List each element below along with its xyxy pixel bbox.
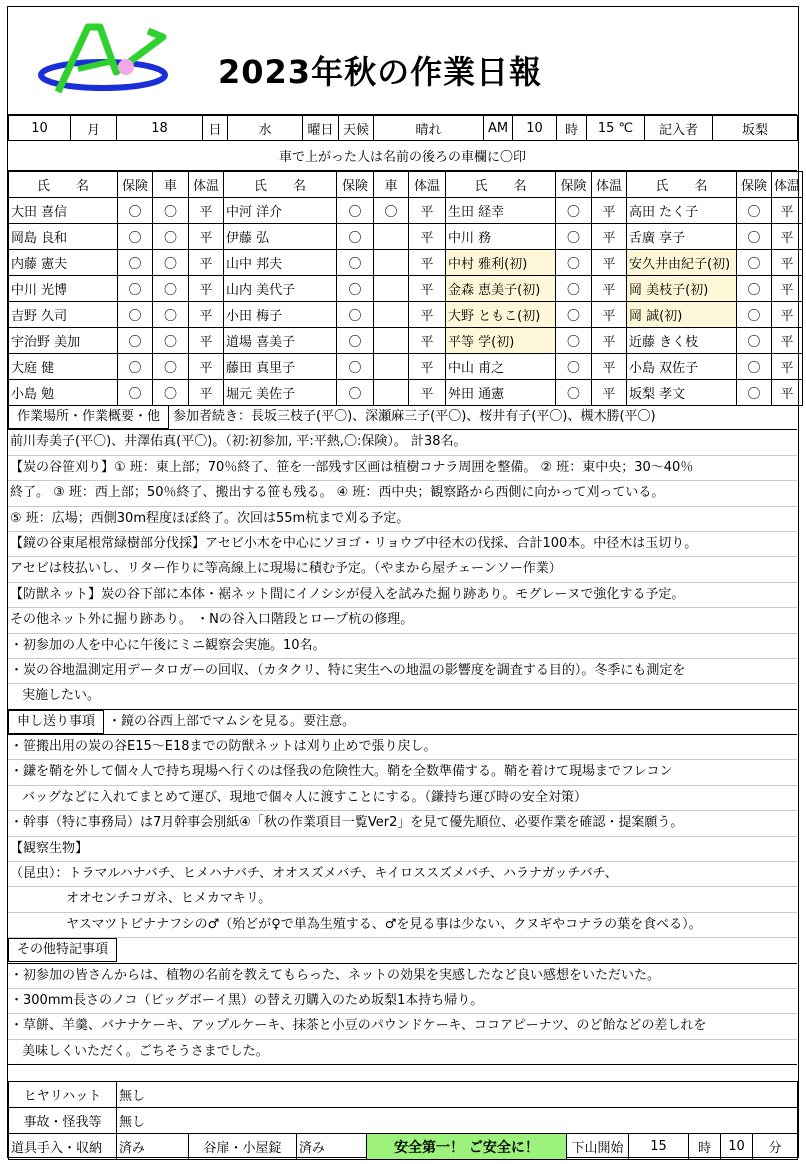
column-header: 保険: [556, 172, 592, 198]
participant-name-cell[interactable]: 小島 勉: [9, 380, 118, 406]
work-line[interactable]: ・炭の谷地温測定用データロガーの回収、（カタクリ、特に実生への地温の影響度を調査する目的）。冬季にも測定を: [8, 659, 797, 684]
participant-name-cell[interactable]: 舛田 通憲: [446, 380, 556, 406]
date-weather-row: [8, 115, 798, 141]
participant-mark-cell[interactable]: 〇: [153, 224, 189, 250]
participant-mark-cell[interactable]: [374, 380, 409, 406]
participant-name-cell[interactable]: 高田 たく子: [627, 198, 737, 224]
participant-name-cell[interactable]: 中村 雅利(初): [446, 250, 556, 276]
participant-mark-cell[interactable]: 〇: [556, 198, 592, 224]
participant-row: [9, 198, 803, 224]
participant-mark-cell[interactable]: 平: [189, 380, 224, 406]
participant-table: [8, 171, 803, 406]
participant-mark-cell[interactable]: 〇: [118, 354, 153, 380]
accident-label: 事故・怪我等: [9, 1108, 117, 1134]
participant-row: [9, 380, 803, 406]
participant-mark-cell[interactable]: [374, 224, 409, 250]
participant-mark-cell[interactable]: 平: [189, 198, 224, 224]
participant-mark-cell[interactable]: 〇: [118, 224, 153, 250]
participant-name-cell[interactable]: 藤田 真里子: [224, 354, 337, 380]
work-line[interactable]: 【防獣ネット】炭の谷下部に本体・裾ネット間にイノシシが侵入を試みた掘り跡あり。モグレーヌで強化する予定。: [8, 583, 797, 608]
column-header: 保険: [118, 172, 153, 198]
descent-minute-label: 分: [753, 1134, 798, 1160]
participant-mark-cell[interactable]: 平: [592, 328, 627, 354]
car-instruction-banner: 車で上がった人は名前の後ろの車欄に〇印: [8, 145, 797, 171]
report-title: 2023年秋の作業日報: [218, 53, 543, 91]
participant-name-cell[interactable]: 中川 務: [446, 224, 556, 250]
work-line[interactable]: 【鏡の谷東尾根常緑樹部分伐採】アセビ小木を中心にソヨゴ・リョウブ中径木の伐採、合計100本。中径木は玉切り。: [8, 532, 797, 557]
participant-mark-cell[interactable]: 平: [409, 354, 446, 380]
participant-name-cell[interactable]: 宇治野 美加: [9, 328, 118, 354]
participant-mark-cell[interactable]: 〇: [337, 224, 374, 250]
work-line[interactable]: アセビは枝払いし、リター作りに等高線上に現場に積む予定。（やまから屋チェーンソー作業）: [8, 557, 797, 582]
participant-mark-cell[interactable]: 〇: [118, 380, 153, 406]
participant-mark-cell[interactable]: 平: [409, 224, 446, 250]
participant-mark-cell[interactable]: 〇: [153, 198, 189, 224]
other-line[interactable]: 美味しくいただく。ごちそうさまでした。: [8, 1040, 797, 1065]
participant-mark-cell[interactable]: 平: [772, 302, 803, 328]
participant-name-cell[interactable]: 吉野 久司: [9, 302, 118, 328]
participant-mark-cell[interactable]: 〇: [737, 354, 772, 380]
observed-insects[interactable]: （昆虫）：トラマルハナバチ、ヒメハナバチ、オオスズメバチ、キイロススズメバチ、ハラナガッチバチ、: [8, 862, 797, 887]
participant-mark-cell[interactable]: 平: [772, 328, 803, 354]
participant-mark-cell[interactable]: 〇: [337, 250, 374, 276]
participant-mark-cell[interactable]: 〇: [556, 380, 592, 406]
participant-mark-cell[interactable]: 平: [409, 328, 446, 354]
participant-name-cell[interactable]: 生田 経幸: [446, 198, 556, 224]
participant-name-cell[interactable]: 山内 美代子: [224, 276, 337, 302]
participant-mark-cell[interactable]: 平: [409, 250, 446, 276]
ampm-value[interactable]: AM: [484, 116, 513, 141]
accident-value[interactable]: 無し: [117, 1108, 798, 1134]
gate-value[interactable]: 済み: [297, 1134, 367, 1160]
participant-mark-cell[interactable]: 平: [772, 224, 803, 250]
handover-first-text[interactable]: ・鏡の谷西上部でマムシを見る。要注意。: [108, 713, 356, 729]
participant-mark-cell[interactable]: 〇: [737, 198, 772, 224]
participant-mark-cell[interactable]: 〇: [118, 198, 153, 224]
weekday-value[interactable]: 水: [228, 116, 303, 141]
participant-row: [9, 354, 803, 380]
footer-table: [8, 1081, 798, 1160]
observed-line-2[interactable]: オオセンチコガネ、ヒメカマキリ。: [8, 887, 797, 912]
temperature-value[interactable]: 15 ℃: [587, 116, 645, 141]
day-value[interactable]: 18: [117, 116, 203, 141]
participant-mark-cell[interactable]: 〇: [153, 328, 189, 354]
gate-label: 谷扉・小屋錠: [189, 1134, 297, 1160]
participant-name-cell[interactable]: 小田 梅子: [224, 302, 337, 328]
participant-mark-cell[interactable]: 平: [189, 276, 224, 302]
participant-mark-cell[interactable]: 〇: [153, 250, 189, 276]
participant-row: [9, 276, 803, 302]
participant-mark-cell[interactable]: 〇: [337, 302, 374, 328]
participant-name-cell[interactable]: 大田 喜信: [9, 198, 118, 224]
participant-row: [9, 250, 803, 276]
work-first-line: [8, 405, 797, 430]
descent-label: 下山開始: [567, 1134, 629, 1160]
participant-mark-cell[interactable]: 〇: [374, 198, 409, 224]
participant-header-row: [9, 172, 803, 198]
participant-mark-cell[interactable]: 平: [189, 328, 224, 354]
hour-label: 時: [557, 116, 587, 141]
report-header: [8, 7, 797, 115]
column-header: 氏 名: [446, 172, 556, 198]
participant-mark-cell[interactable]: 平: [772, 250, 803, 276]
column-header: 体温: [189, 172, 224, 198]
handover-first-line: [8, 710, 797, 735]
other-label-line: [8, 938, 797, 963]
work-line[interactable]: 前川寿美子(平〇)、井澤佑真(平〇)。（初:初参加, 平:平熱,〇:保険）。 計38名。: [8, 430, 797, 455]
descent-hour-label: 時: [689, 1134, 721, 1160]
column-header: 氏 名: [9, 172, 118, 198]
column-header: 車: [153, 172, 189, 198]
participant-mark-cell[interactable]: 〇: [556, 276, 592, 302]
participant-name-cell[interactable]: 中山 甫之: [446, 354, 556, 380]
participant-mark-cell[interactable]: 平: [409, 302, 446, 328]
participant-mark-cell[interactable]: 平: [189, 250, 224, 276]
participant-mark-cell[interactable]: [374, 302, 409, 328]
observed-line-3[interactable]: ヤスマツトビナナフシの♂（殆どが♀で単為生殖する、♂を見る事は少ない、クヌギやコナラの葉を食べる）。: [8, 913, 797, 938]
participant-name-cell[interactable]: 山中 邦夫: [224, 250, 337, 276]
participant-name-cell[interactable]: 近藤 きく枝: [627, 328, 737, 354]
participant-name-cell[interactable]: 金森 恵美子(初): [446, 276, 556, 302]
participant-mark-cell[interactable]: 〇: [556, 250, 592, 276]
weather-value[interactable]: 晴れ: [374, 116, 484, 141]
safety-slogan: 安全第一！ ご安全に！: [367, 1134, 567, 1160]
weather-label: 天候: [339, 116, 374, 141]
participant-mark-cell[interactable]: 平: [409, 380, 446, 406]
participant-mark-cell[interactable]: 〇: [337, 198, 374, 224]
handover-line[interactable]: バッグなどに入れてまとめて運び、現地で個々人に渡すことにする。（鎌持ち運び時の安全対策）: [8, 786, 797, 811]
recorder-value[interactable]: 坂梨: [713, 116, 798, 141]
column-header: 体温: [409, 172, 446, 198]
participant-mark-cell[interactable]: 平: [592, 224, 627, 250]
report-sheet: [7, 6, 799, 1158]
participant-mark-cell[interactable]: 〇: [153, 354, 189, 380]
column-header: 保険: [337, 172, 374, 198]
observed-title[interactable]: 【観察生物】: [8, 837, 797, 862]
participant-name-cell[interactable]: 平等 学(初): [446, 328, 556, 354]
day-label: 日: [203, 116, 228, 141]
participant-mark-cell[interactable]: 〇: [118, 250, 153, 276]
other-line[interactable]: ・草餅、羊羹、バナナケーキ、アップルケーキ、抹茶と小豆のパウンドケーキ、ココアピーナツ、のど飴などの差しれを: [8, 1014, 797, 1039]
column-header: 氏 名: [627, 172, 737, 198]
participant-mark-cell[interactable]: 〇: [737, 276, 772, 302]
recorder-label: 記入者: [645, 116, 713, 141]
other-section-label: その他特記事項: [8, 938, 117, 962]
participant-name-cell[interactable]: 堀元 美佐子: [224, 380, 337, 406]
handover-line[interactable]: ・笹搬出用の炭の谷E15〜E18までの防獣ネットは刈り止めで張り戻し。: [8, 735, 797, 760]
handover-section-label: 申し送り事項: [8, 710, 104, 734]
participant-mark-cell[interactable]: [374, 276, 409, 302]
near-miss-label: ヒヤリハット: [9, 1082, 117, 1108]
tools-value[interactable]: 済み: [117, 1134, 189, 1160]
participant-mark-cell[interactable]: [374, 328, 409, 354]
weekday-label: 曜日: [303, 116, 339, 141]
work-line[interactable]: ⑤ 班：広場；西側30m程度ほぼ終了。次回は55m杭まで刈る予定。: [8, 507, 797, 532]
participant-row: [9, 302, 803, 328]
near-miss-value[interactable]: 無し: [117, 1082, 798, 1108]
participant-mark-cell[interactable]: 〇: [556, 302, 592, 328]
notes-section: [8, 405, 797, 1065]
participant-mark-cell[interactable]: 〇: [337, 380, 374, 406]
participant-mark-cell[interactable]: 〇: [737, 224, 772, 250]
participant-mark-cell[interactable]: 〇: [556, 224, 592, 250]
organization-logo: [28, 17, 178, 107]
participant-mark-cell[interactable]: 平: [592, 380, 627, 406]
participant-name-cell[interactable]: 舌廣 享子: [627, 224, 737, 250]
month-value[interactable]: 10: [9, 116, 71, 141]
participant-mark-cell[interactable]: 〇: [556, 328, 592, 354]
participant-mark-cell[interactable]: 〇: [153, 276, 189, 302]
participant-mark-cell[interactable]: 平: [592, 276, 627, 302]
participant-mark-cell[interactable]: 平: [772, 198, 803, 224]
participant-mark-cell[interactable]: 〇: [118, 328, 153, 354]
other-line[interactable]: ・300mm長さのノコ（ビッグボーイ黒）の替え刃購入のため坂梨1本持ち帰り。: [8, 989, 797, 1014]
column-header: 氏 名: [224, 172, 337, 198]
participant-row: [9, 328, 803, 354]
work-line[interactable]: その他ネット外に掘り跡あり。 ・Nの谷入口階段とロープ杭の修理。: [8, 608, 797, 633]
participant-mark-cell[interactable]: 〇: [337, 328, 374, 354]
column-header: 車: [374, 172, 409, 198]
participant-mark-cell[interactable]: 平: [772, 276, 803, 302]
hour-value[interactable]: 10: [513, 116, 557, 141]
participant-mark-cell[interactable]: 平: [592, 354, 627, 380]
work-line[interactable]: ・初参加の人を中心に午後にミニ観察会実施。10名。: [8, 634, 797, 659]
participant-mark-cell[interactable]: 平: [772, 380, 803, 406]
participant-mark-cell[interactable]: 〇: [737, 380, 772, 406]
work-line[interactable]: 【炭の谷笹刈り】① 班：東上部；70％終了、笹を一部残す区画は植樹コナラ周囲を整備。 ② 班：東中央；30〜40％: [8, 456, 797, 481]
participant-mark-cell[interactable]: 平: [409, 276, 446, 302]
participant-mark-cell[interactable]: 〇: [556, 354, 592, 380]
column-header: 保険: [737, 172, 772, 198]
column-header: 体温: [772, 172, 803, 198]
participant-mark-cell[interactable]: [374, 354, 409, 380]
participant-name-cell[interactable]: 岡 誠(初): [627, 302, 737, 328]
work-line[interactable]: 実施したい。: [8, 684, 797, 709]
work-section-label: 作業場所・作業概要・他: [8, 405, 169, 429]
work-first-text[interactable]: 参加者続き：長坂三枝子(平〇)、深瀬麻三子(平〇)、桜井有子(平〇)、槻木勝(平〇): [173, 409, 656, 424]
participant-mark-cell[interactable]: 平: [772, 354, 803, 380]
participant-mark-cell[interactable]: 平: [592, 198, 627, 224]
participant-mark-cell[interactable]: 〇: [153, 380, 189, 406]
participant-mark-cell[interactable]: 〇: [337, 276, 374, 302]
participant-mark-cell[interactable]: 平: [592, 302, 627, 328]
handover-line[interactable]: ・幹事（特に事務局）は7月幹事会別紙④「秋の作業項目一覧Ver2」を見て優先順位、必要作業を確認・提案願う。: [8, 811, 797, 836]
participant-name-cell[interactable]: 安久井由紀子(初): [627, 250, 737, 276]
participant-mark-cell[interactable]: 平: [189, 302, 224, 328]
participant-name-cell[interactable]: 岡島 良和: [9, 224, 118, 250]
participant-name-cell[interactable]: 内藤 憲夫: [9, 250, 118, 276]
participant-name-cell[interactable]: 坂梨 孝文: [627, 380, 737, 406]
participant-name-cell[interactable]: 大野 ともこ(初): [446, 302, 556, 328]
participant-mark-cell[interactable]: 〇: [337, 354, 374, 380]
participant-row: [9, 224, 803, 250]
other-line[interactable]: ・初参加の皆さんからは、植物の名前を教えてもらった、ネットの効果を実感したなど良い感想をいただいた。: [8, 964, 797, 989]
participant-mark-cell[interactable]: 〇: [118, 302, 153, 328]
participant-mark-cell[interactable]: 〇: [153, 302, 189, 328]
participant-mark-cell[interactable]: 〇: [737, 250, 772, 276]
participant-name-cell[interactable]: 中川 光博: [9, 276, 118, 302]
month-label: 月: [71, 116, 117, 141]
participant-mark-cell[interactable]: 平: [189, 354, 224, 380]
participant-mark-cell[interactable]: 平: [592, 250, 627, 276]
participant-name-cell[interactable]: 大庭 健: [9, 354, 118, 380]
tools-label: 道具手入・収納: [9, 1134, 117, 1160]
participant-name-cell[interactable]: 伊藤 弘: [224, 224, 337, 250]
participant-mark-cell[interactable]: 平: [189, 224, 224, 250]
participant-name-cell[interactable]: 小島 双佐子: [627, 354, 737, 380]
handover-line[interactable]: ・鎌を鞘を外して個々人で持ち現場へ行くのは怪我の危険性大。鞘を全数準備する。鞘を着けて現場までフレコン: [8, 760, 797, 785]
participant-mark-cell[interactable]: 平: [409, 198, 446, 224]
participant-name-cell[interactable]: 岡 美枝子(初): [627, 276, 737, 302]
participant-mark-cell[interactable]: 〇: [737, 302, 772, 328]
participant-mark-cell[interactable]: 〇: [737, 328, 772, 354]
descent-minute[interactable]: 10: [721, 1134, 753, 1160]
participant-mark-cell[interactable]: 〇: [118, 276, 153, 302]
participant-name-cell[interactable]: 道場 喜美子: [224, 328, 337, 354]
column-header: 体温: [592, 172, 627, 198]
descent-hour[interactable]: 15: [629, 1134, 689, 1160]
participant-name-cell[interactable]: 中河 洋介: [224, 198, 337, 224]
work-line[interactable]: 終了。 ③ 班：西上部；50％終了、搬出する笹も残る。 ④ 班：西中央；観察路から西側に向かって刈っている。: [8, 481, 797, 506]
participant-mark-cell[interactable]: [374, 250, 409, 276]
